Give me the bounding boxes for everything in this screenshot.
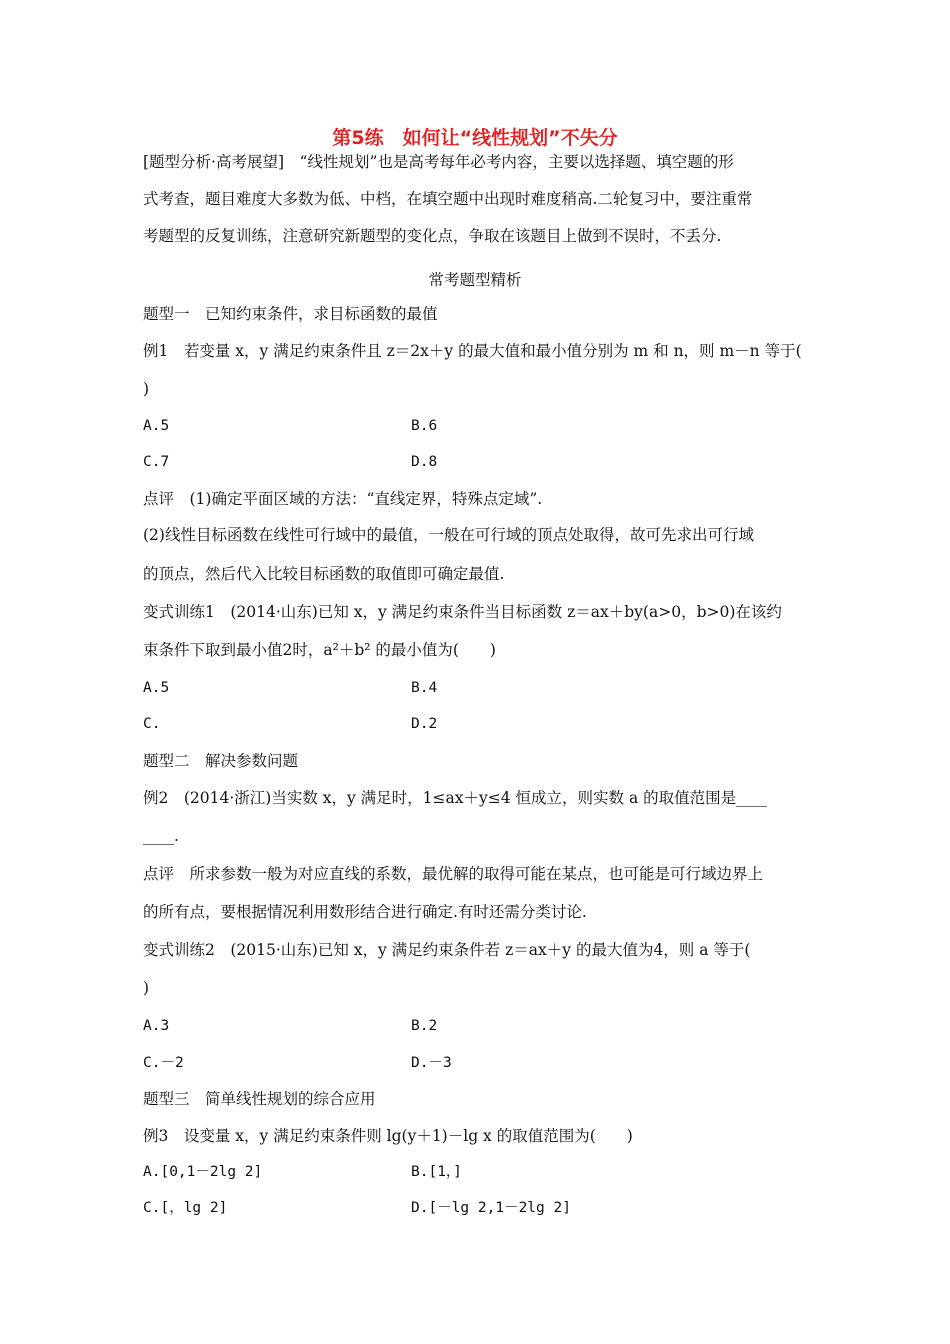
comment2-line-1: 点评 所求参数一般为对应直线的系数，最优解的取得可能在某点，也可能是可行域边界上 — [143, 865, 764, 883]
variant1-option-d: D.2 — [411, 716, 438, 732]
example3-option-b: B.[1，] — [411, 1164, 462, 1180]
variant2-line-1: 变式训练2 (2015·山东)已知 x，y 满足约束条件若 z＝ax＋y 的最大值为4，则 a 等于( — [143, 941, 751, 959]
comment2-line-2: 的所有点，要根据情况利用数形结合进行确定.有时还需分类讨论. — [143, 903, 587, 921]
variant2-line-2: ) — [143, 979, 150, 997]
type3-heading: 题型三 简单线性规划的综合应用 — [143, 1090, 376, 1108]
variant1-option-c: C. — [143, 716, 161, 732]
comment1-line-3: 的顶点，然后代入比较目标函数的取值即可确定最值. — [143, 565, 505, 583]
example1-option-a: A.5 — [143, 418, 170, 434]
comment1-line-1: 点评 (1)确定平面区域的方法：“直线定界，特殊点定域”. — [143, 490, 543, 508]
example2-line-2: ____. — [143, 827, 179, 845]
example3-option-a: A.[0,1－2lg 2] — [143, 1164, 263, 1180]
variant2-option-b: B.2 — [411, 1018, 438, 1034]
variant1-option-b: B.4 — [411, 680, 438, 696]
example1-line-2: ) — [143, 380, 150, 398]
comment1-line-2: (2)线性目标函数在线性可行域中的最值，一般在可行域的顶点处取得，故可先求出可行域 — [143, 526, 754, 544]
example3-line-1: 例3 设变量 x，y 满足约束条件则 lg(y＋1)－lg x 的取值范围为( ) — [143, 1127, 633, 1145]
example3-option-c: C.[，lg 2] — [143, 1200, 228, 1216]
type2-heading: 题型二 解决参数问题 — [143, 752, 299, 770]
intro-line-2: 式考查，题目难度大多数为低、中档，在填空题中出现时难度稍高.二轮复习中，要注重常 — [143, 190, 753, 208]
variant2-option-c: C.－2 — [143, 1055, 184, 1071]
example1-option-b: B.6 — [411, 418, 438, 434]
example1-option-c: C.7 — [143, 454, 170, 470]
intro-line-3: 考题型的反复训练，注意研究新题型的变化点，争取在该题目上做到不误时，不丢分. — [143, 227, 722, 245]
example3-option-d: D.[－lg 2,1－2lg 2] — [411, 1200, 571, 1216]
variant1-line-2: 束条件下取到最小值2时，a²＋b² 的最小值为( ) — [143, 641, 496, 659]
variant1-line-1: 变式训练1 (2014·山东)已知 x，y 满足约束条件当目标函数 z＝ax＋by(a>0，b>0)在该约 — [143, 603, 782, 621]
page-title: 第5练 如何让“线性规划”不失分 — [332, 127, 618, 149]
variant2-option-d: D.－3 — [411, 1055, 452, 1071]
example1-option-d: D.8 — [411, 454, 438, 470]
type1-heading: 题型一 已知约束条件，求目标函数的最值 — [143, 305, 438, 323]
example2-line-1: 例2 (2014·浙江)当实数 x，y 满足时，1≤ax＋y≤4 恒成立，则实数 a 的取值范围是____ — [143, 789, 768, 807]
example1-line-1: 例1 若变量 x，y 满足约束条件且 z＝2x＋y 的最大值和最小值分别为 m 和 n，则 m－n 等于( — [143, 342, 802, 360]
intro-line-1: [题型分析·高考展望] “线性规划”也是高考每年必考内容，主要以选择题、填空题的形 — [143, 153, 734, 171]
variant1-option-a: A.5 — [143, 680, 170, 696]
section-heading: 常考题型精析 — [428, 271, 522, 289]
variant2-option-a: A.3 — [143, 1018, 170, 1034]
